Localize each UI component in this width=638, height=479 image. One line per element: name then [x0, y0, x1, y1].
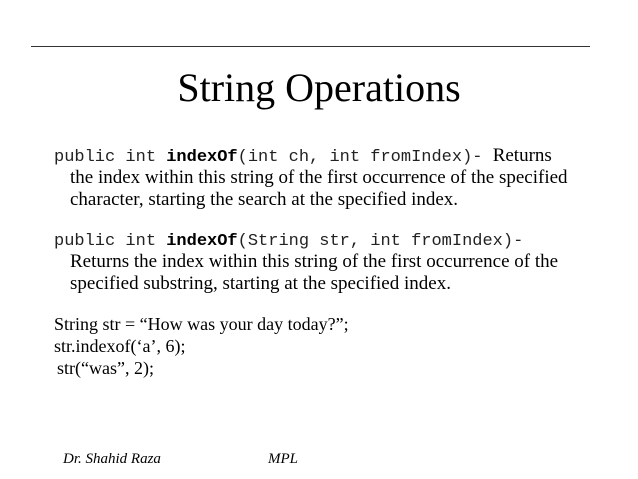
description-start: Returns	[492, 145, 552, 166]
signature-params: (int ch, int fromIndex)-	[237, 148, 493, 167]
method-name: indexOf	[166, 232, 238, 251]
code-line: str(“was”, 2);	[57, 358, 154, 378]
method-signature-1	[54, 145, 614, 167]
method-signature-2	[54, 229, 614, 251]
method-entry-2	[54, 229, 614, 295]
code-example	[54, 313, 614, 379]
title-rule	[31, 46, 590, 47]
footer-course: MPL	[268, 451, 298, 467]
slide-title: String Operations	[177, 65, 461, 110]
footer-author: Dr. Shahid Raza	[63, 451, 161, 467]
signature-params: (String str, int fromIndex)-	[237, 232, 524, 251]
signature-prefix: public int	[54, 232, 167, 251]
code-line: str.indexof(‘a’, 6);	[54, 336, 186, 356]
method-entry-1	[54, 145, 614, 211]
description-line: Returns the index within this string of the first occurrence of the	[70, 251, 559, 272]
description-line: specified substring, starting at the specified index.	[70, 273, 451, 294]
description-line: the index within this string of the first occurrence of the specified	[70, 167, 568, 188]
code-line: String str = “How was your day today?”;	[54, 314, 349, 334]
signature-prefix: public int	[54, 148, 167, 167]
description-line: character, starting the search at the specified index.	[70, 189, 459, 210]
method-name: indexOf	[166, 148, 238, 167]
